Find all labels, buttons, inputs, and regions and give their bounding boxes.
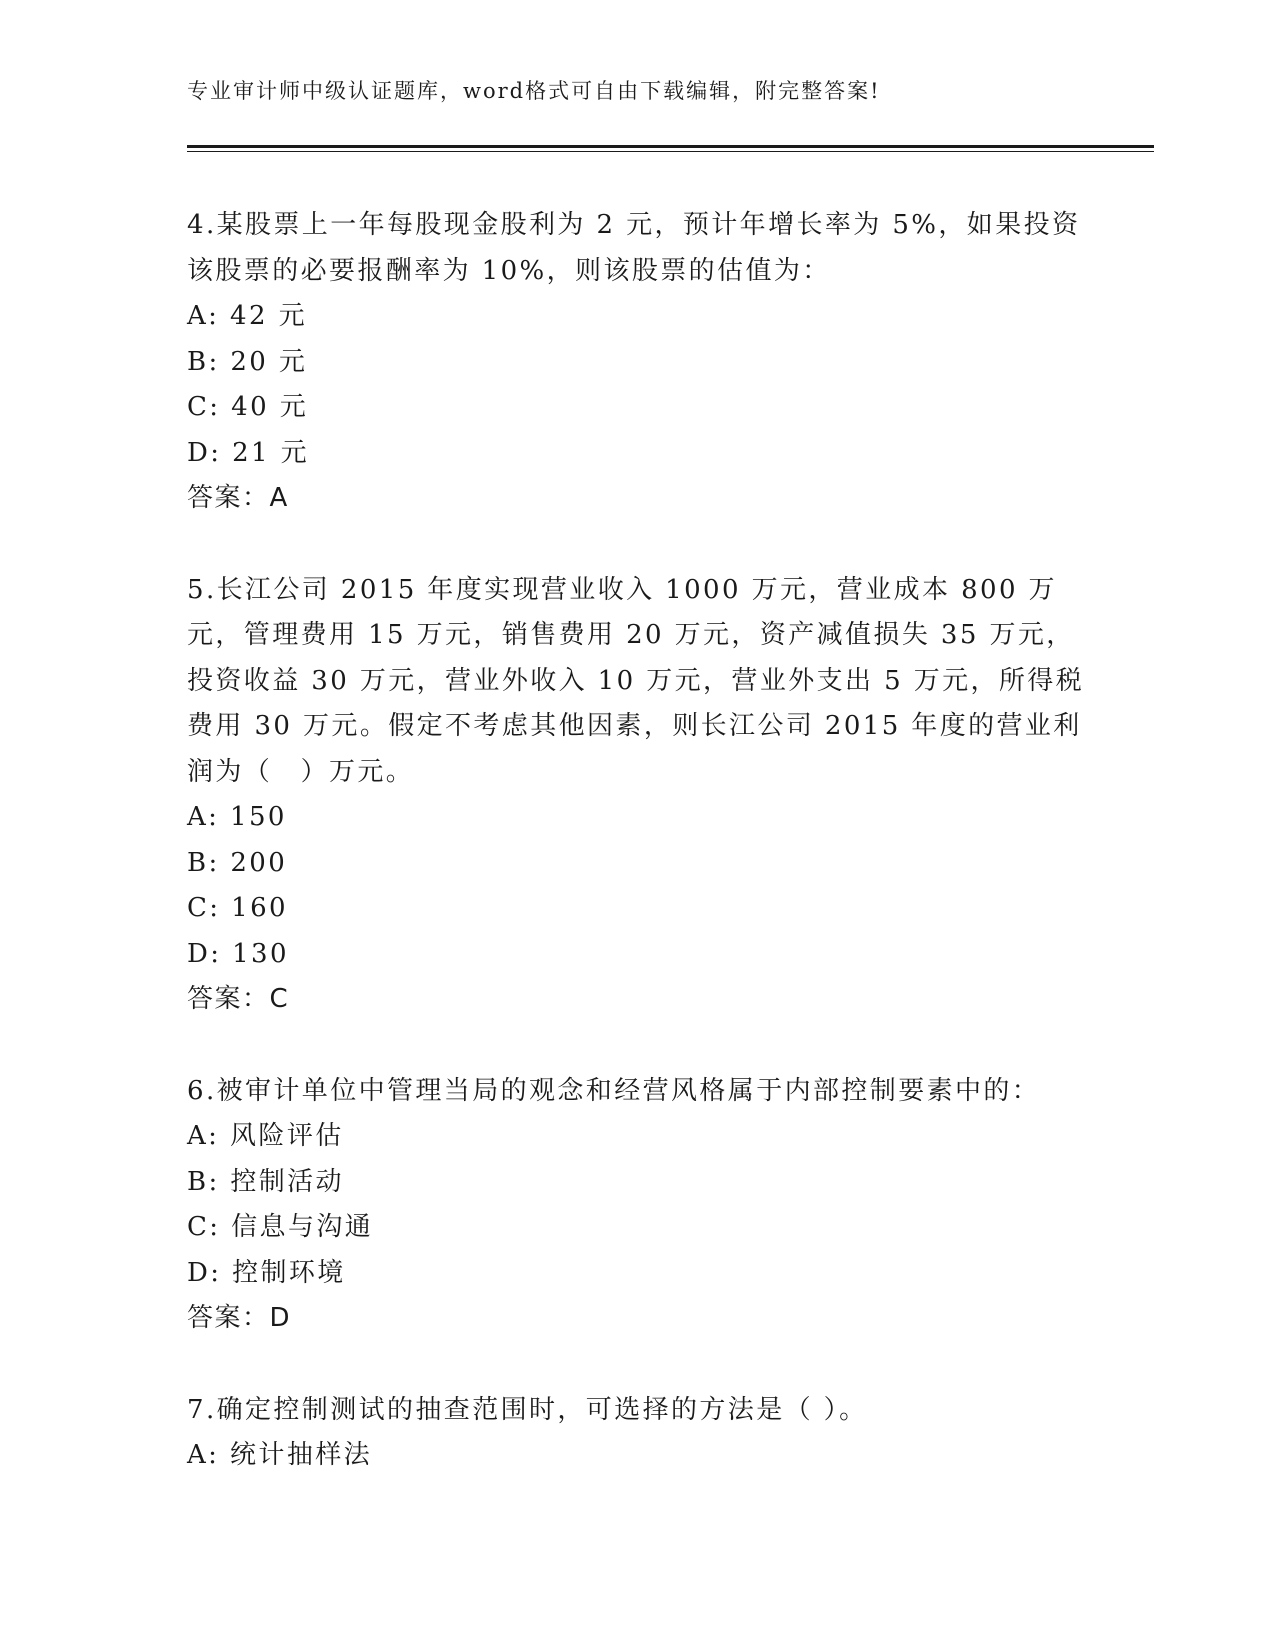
question-stem: 5.长江公司 2015 年度实现营业收入 1000 万元，营业成本 800 万元，管理费用 15 万元，销售费用 20 万元，资产减值损失 35 万元，投资收益 30 万元，营业外收入 10 万元，营业外支出 5 万元，所得税费用 30 万元。假定不考虑其他因素，则长江公司 2015 年度的营业利润为（ ）万元。 — [187, 574, 1085, 787]
option-b: B: 20 元 — [187, 346, 308, 377]
document-header: 专业审计师中级认证题库，word格式可自由下载编辑，附完整答案! — [187, 79, 881, 103]
question-list — [187, 203, 1087, 1525]
answer-line: 答案：A — [187, 483, 289, 513]
option-c: C: 160 — [187, 893, 288, 923]
question-7 — [187, 1388, 1087, 1479]
option-a: A: 统计抽样法 — [187, 1440, 373, 1470]
option-b: B: 200 — [187, 847, 288, 878]
header-divider — [187, 145, 1154, 148]
header-divider-thin — [187, 151, 1154, 152]
question-5 — [187, 568, 1087, 1023]
question-stem: 4.某股票上一年每股现金股利为 2 元，预计年增长率为 5%，如果投资该股票的必要报酬率为 10%，则该股票的估值为： — [187, 210, 1081, 286]
option-a: A: 150 — [187, 802, 287, 832]
question-4 — [187, 203, 1087, 522]
answer-line: 答案：D — [187, 1303, 292, 1333]
question-6 — [187, 1069, 1087, 1342]
option-d: D: 21 元 — [187, 437, 310, 468]
option-a: A: 风险评估 — [187, 1121, 344, 1151]
option-b: B: 控制活动 — [187, 1166, 344, 1197]
option-c: C: 40 元 — [187, 392, 309, 422]
question-stem: 6.被审计单位中管理当局的观念和经营风格属于内部控制要素中的： — [187, 1075, 1041, 1106]
option-c: C: 信息与沟通 — [187, 1212, 374, 1242]
option-a: A: 42 元 — [187, 301, 307, 331]
option-d: D: 130 — [187, 938, 289, 969]
option-d: D: 控制环境 — [187, 1257, 346, 1288]
answer-line: 答案：C — [187, 984, 290, 1014]
question-stem: 7.确定控制测试的抽查范围时，可选择的方法是（ ）。 — [187, 1394, 868, 1425]
